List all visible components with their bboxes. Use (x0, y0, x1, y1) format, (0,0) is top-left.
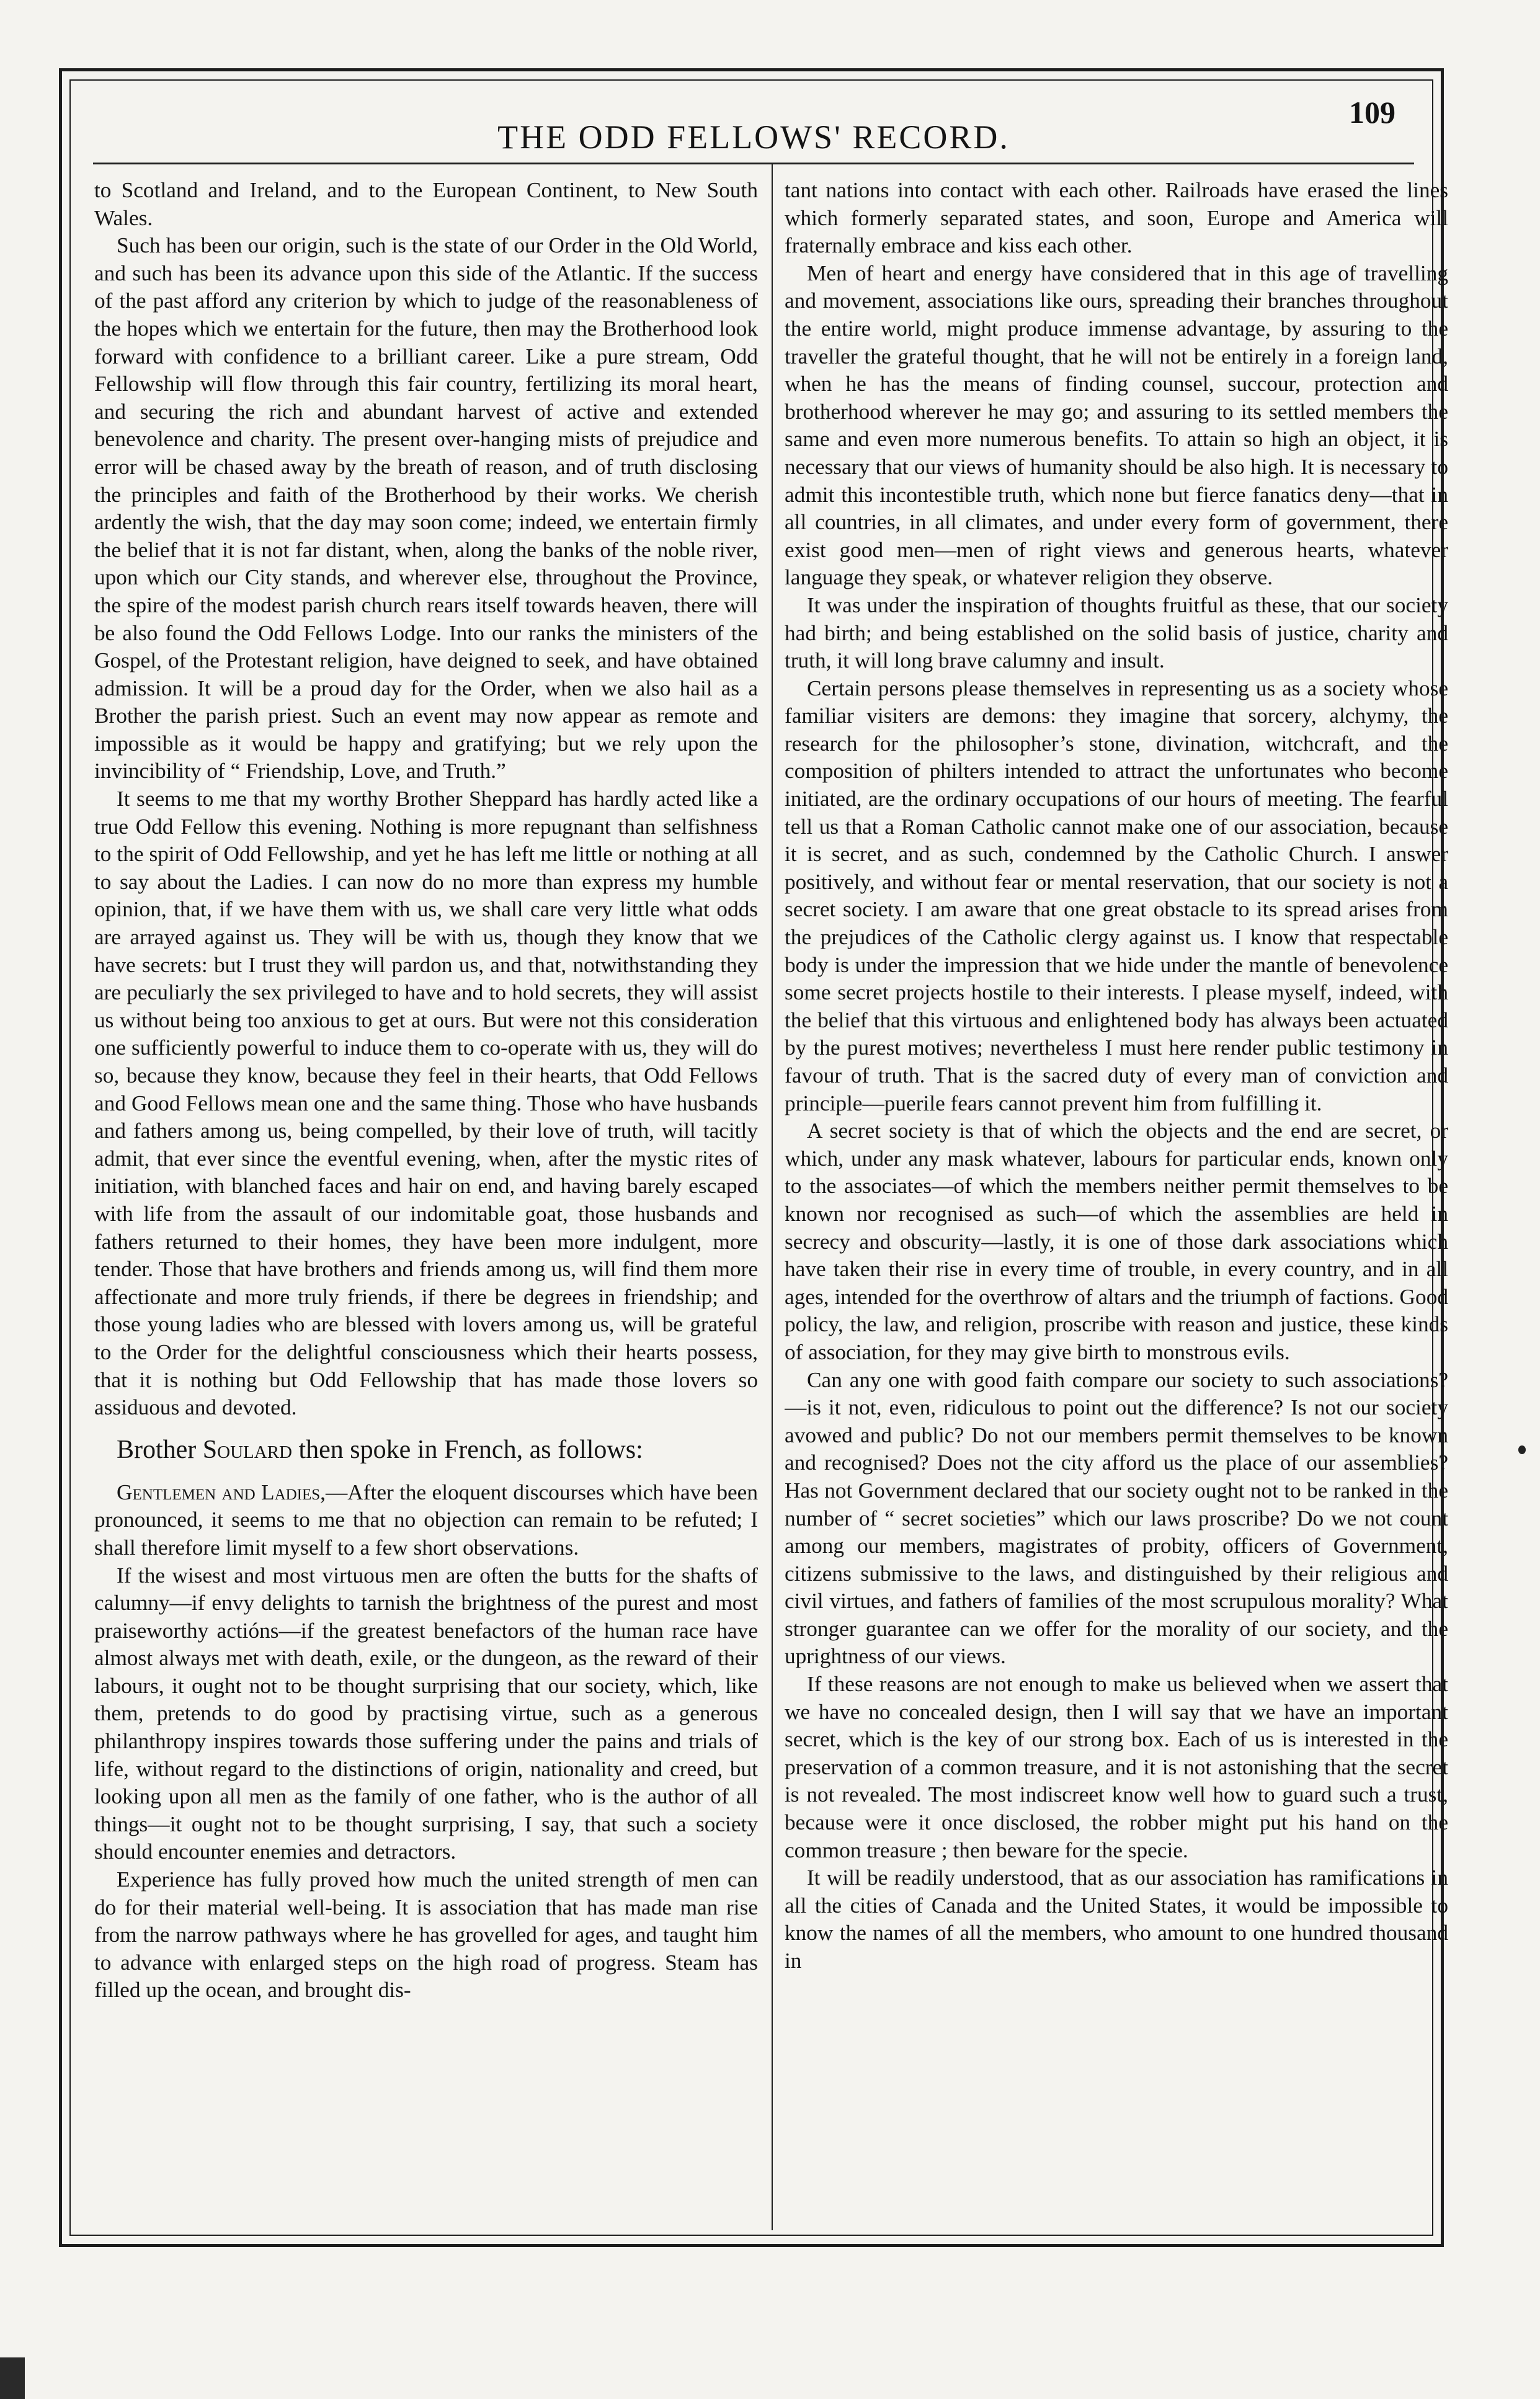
paragraph: Certain persons please themselves in representing us as a society whose familiar visiters are demons: they imagine that sorcery, alchymy, the research for the philosopher’s stone, divination, witchcraft, and the composition of philters intended to attract the unfortunates who become initiated, are the ordinary occupations of our hours of meeting. The fearful tell us that a Roman Catholic cannot make one of our association, because it is secret, and as such, condemned by the Catholic Church. I answer positively, and without fear or mental reservation, that our society is not a secret society. I am aware that one great obstacle to its spread arises from the prejudices of the Catholic clergy against us. I know that respectable body is under the impression that we hide under the mantle of benevolence some secret projects hostile to their interests. I please myself, indeed, with the belief that this virtuous and enlightened body has always been actuated by the purest motives; nevertheless I must here render public testimony in favour of truth. That is the sacred duty of every man of conviction and principle—puerile fears cannot prevent him from fulfilling it. (785, 676, 1448, 1115)
paragraph-text: —After the eloquent discourses which have been pronounced, it seems to me that no objection can remain to be refuted; I shall therefore limit myself to a few short observations. (94, 1480, 758, 1560)
speaker-intro-post: then spoke in French, as follows: (292, 1435, 643, 1464)
paragraph: It was under the inspiration of thoughts fruitful as these, that our society had birth; and being established on the solid basis of justice, charity and truth, it will long brave calumny and insult. (785, 592, 1448, 673)
paragraph: Can any one with good faith compare our society to such associations?—is it not, even, ridiculous to point out the difference? Is not our society avowed and public? Do not our members permit themselves to be known and recognised? Does not the city afford us the place of our assemblies? Has not Government declared that our society ought not to be ranked in the number of “ secret societies” which our laws proscribe? Do we not count among our members, magistrates of probity, officers of Government, citizens submissive to the laws, and distinguished by their religious and civil virtues, and fathers of families of the most scrupulous morality? What stronger guarantee can we offer for the morality of our society, and the uprightness of our views. (785, 1367, 1448, 1669)
salutation: Gentlemen and Ladies, (117, 1480, 326, 1504)
paragraph: Experience has fully proved how much the united strength of men can do for their material well-being. It is association that has made man rise from the narrow pathways where he has grovelled for ages, and taught him to advance with enlarged steps on the high road of progress. Steam has filled up the ocean, and brought dis- (94, 1867, 758, 2003)
column-divider (772, 164, 773, 2230)
paragraph: It will be readily understood, that as our association has ramifications in all the cities of Canada and the United States, it would be impossible to know the names of all the members, who amount to one hundred thousand in (785, 1865, 1448, 1973)
paragraph: Such has been our origin, such is the state of our Order in the Old World, and such has been its advance upon this side of the Atlantic. If the success of the past afford any criterion by which to judge of the reasonableness of the hopes which we entertain for the future, then may the Brotherhood look forward with confidence to a brilliant career. Like a pure stream, Odd Fellowship will flow through this fair country, fertilizing its moral heart, and securing the rich and abundant harvest of active and extended benevolence and charity. The present over-hanging mists of prejudice and error will be chased away by the breath of reason, and of truth disclosing the principles and faith of the Brotherhood by their works. We cherish ardently the wish, that the day may soon come; indeed, we entertain firmly the belief that it is not far distant, when, along the banks of the noble river, upon which our City stands, and wherever else, throughout the Province, the spire of the modest parish church rears itself towards heaven, there will be also found the Odd Fellows Lodge. Into our ranks the ministers of the Gospel, of the Protestant religion, have deigned to seek, and have obtained admission. It will be a proud day for the Order, when we also hail as a Brother the parish priest. Such an event may now appear as remote and impossible as it would be happy and gratifying; but we rely upon the invincibility of “ Friendship, Love, and Truth.” (94, 233, 758, 784)
page-title: THE ODD FELLOWS' RECORD. (497, 118, 1010, 156)
speaker-intro (94, 1433, 758, 1467)
page-number: 109 (1349, 95, 1395, 130)
scan-edge-mark (0, 2357, 25, 2399)
paragraph: If the wisest and most virtuous men are often the butts for the shafts of calumny—if envy delights to tarnish the brightness of the purest and most praiseworthy actións—if the greatest benefactors of the human race have almost always met with death, exile, or the dungeon, as the reward of their labours, it ought not to be thought surprising that our society, which, like them, pretends to do good by practising virtue, such as a generous philanthropy inspires towards those suffering under the pains and trials of life, without regard to the distinctions of origin, nationality and creed, but looking upon all men as the family of one father, who is the author of all things—it ought not to be thought surprising, I say, that such a society should encounter enemies and detractors. (94, 1563, 758, 1864)
paragraph: tant nations into contact with each other. Railroads have erased the lines which formerly separated states, and soon, Europe and America will fraternally embrace and kiss each other. (785, 178, 1448, 258)
header-rule (93, 163, 1414, 164)
speaker-intro-pre: Brother (117, 1435, 203, 1464)
paragraph: A secret society is that of which the objects and the end are secret, or which, under any mask whatever, labours for particular ends, known only to the associates—of which the members neither permit themselves to be known nor recognised as such—of which the assemblies are held in secrecy and obscurity—lastly, it is one of those dark associations which have taken their rise in every time of trouble, in every country, and in all ages, intended for the overthrow of altars and the triumph of factions. Good policy, the law, and religion, proscribe with reason and justice, these kinds of association, for they may give birth to monstrous evils. (785, 1119, 1448, 1364)
ink-speck (1518, 1445, 1526, 1454)
paragraph (94, 1479, 758, 1562)
paragraph: to Scotland and Ireland, and to the European Continent, to New South Wales. (94, 178, 758, 230)
left-column (94, 177, 758, 2218)
running-head (93, 95, 1414, 166)
paragraph: If these reasons are not enough to make us believed when we assert that we have no concealed design, then I will say that we have an important secret, which is the key of our strong box. Each of us is interested in the preservation of a common treasure, and it is not astonishing that the secret is not revealed. The most indiscreet know well how to guard such a trust, because were it once disclosed, the robber might put his hand on the common treasure ; then beware for the specie. (785, 1672, 1448, 1862)
right-column (785, 177, 1448, 2218)
paragraph: It seems to me that my worthy Brother Sheppard has hardly acted like a true Odd Fellow this evening. Nothing is more repugnant than selfishness to the spirit of Odd Fellowship, and yet he has left me little or nothing at all to say about the Ladies. I can now do no more than express my humble opinion, that, if we have them with us, we shall care very little what odds are arrayed against us. They will be with us, though they know that we have secrets: but I trust they will pardon us, and that, notwithstanding they are peculiarly the sex privileged to have and to hold secrets, they will assist us without being too anxious to get at ours. But were not this consideration one sufficiently powerful to induce them to co-operate with us, they will do so, because they know, because they feel in their hearts, that Odd Fellows and Good Fellows mean one and the same thing. Those who have husbands and fathers among us, being compelled, by their love of truth, will tacitly admit, that ever since the eventful evening, when, after the mystic rites of initiation, with blanched faces and hair on end, and having barely escaped with life from the assault of our indomitable goat, those husbands and fathers returned to their homes, they have been more indulgent, more tender. Those that have brothers and friends among us, will find them more affectionate and more truly friends, if there be degrees in friendship; and those young ladies who are blessed with lovers among us, will be grateful to the Order for the delightful consciousness which their hearts possess, that it is nothing but Odd Fellowship that has made those lovers so assiduous and devoted. (94, 787, 758, 1420)
paragraph: Men of heart and energy have considered that in this age of travelling and movement, associations like ours, spreading their branches throughout the entire world, might produce immense advantage, by assuring to the traveller the grateful thought, that he will not be entirely in a foreign land, when he has the means of finding counsel, succour, protection and brotherhood wherever he may go; and assuring to its settled members the same and even more numerous benefits. To attain so high an object, it is necessary that our views of humanity should be also high. It is necessary to admit this incontestible truth, which none but fierce fanatics deny—that in all countries, in all climates, and under every form of government, there exist good men—men of right views and generous hearts, whatever language they speak, or whatever religion they observe. (785, 261, 1448, 590)
speaker-name: Soulard (202, 1435, 292, 1464)
